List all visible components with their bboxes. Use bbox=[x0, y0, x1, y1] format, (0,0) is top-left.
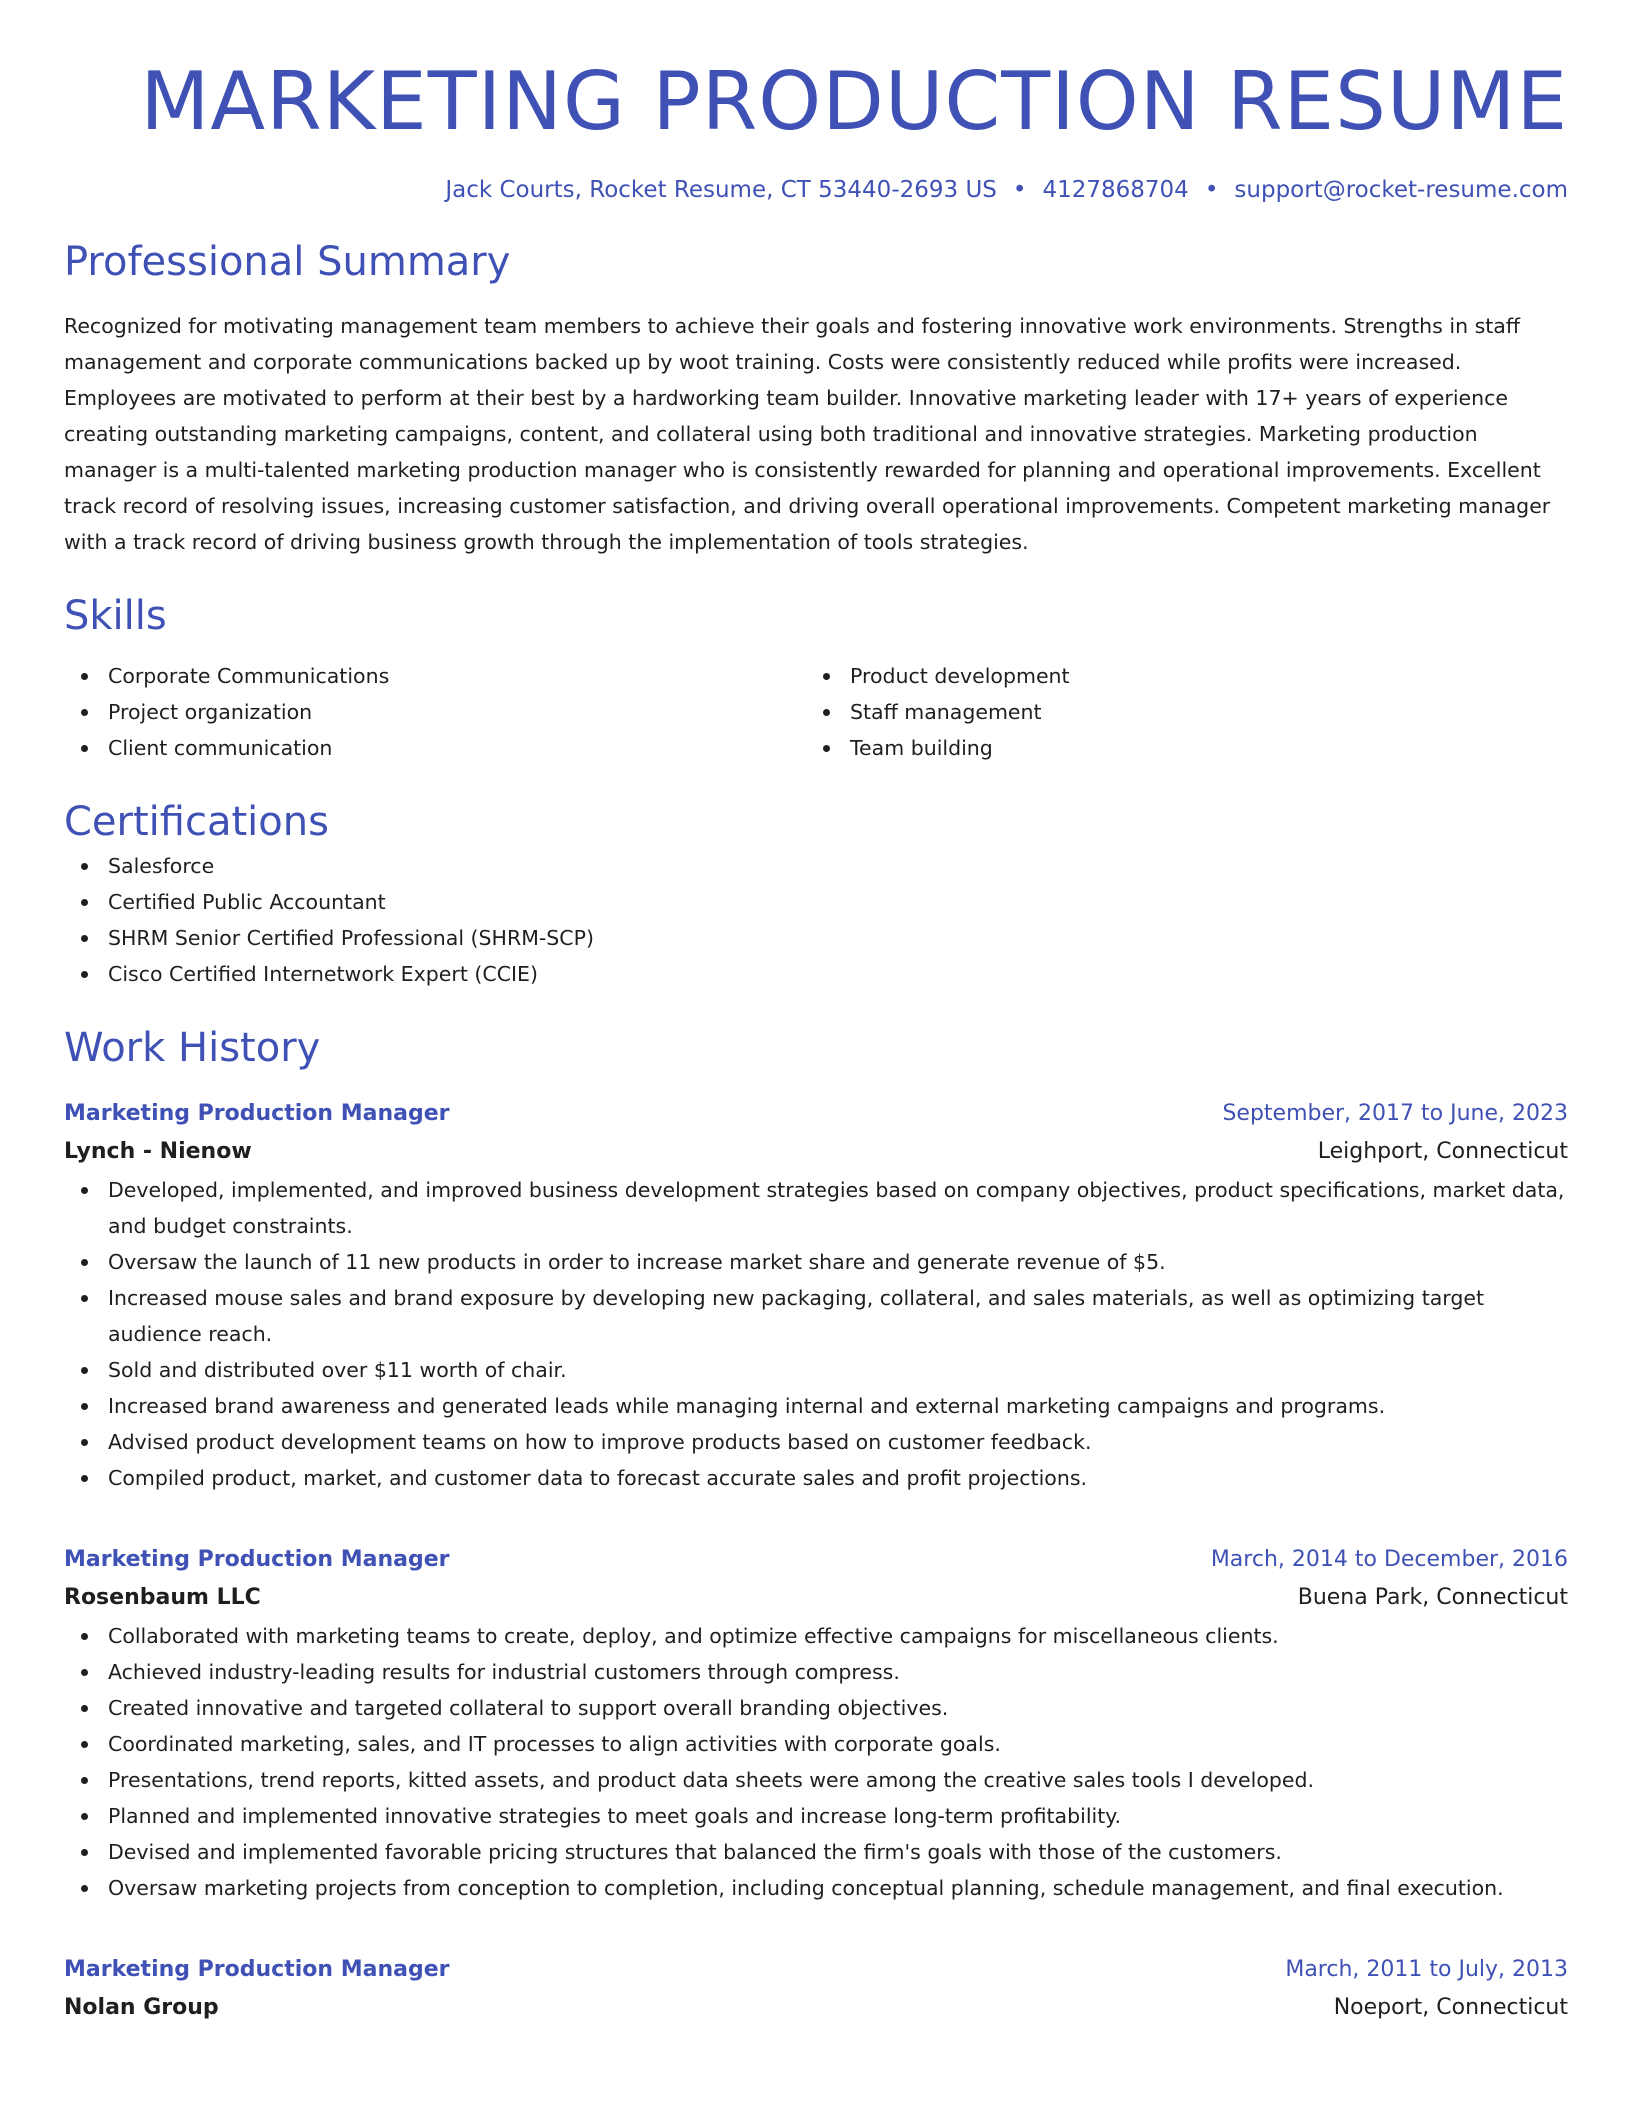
job-dates: September, 2017 to June, 2023 bbox=[1222, 1101, 1568, 1126]
contact-phone: 4127868704 bbox=[1042, 177, 1189, 203]
job-title: Marketing Production Manager bbox=[64, 1101, 450, 1126]
job-entry bbox=[64, 1096, 1568, 1496]
section-certifications bbox=[64, 796, 1568, 992]
job-title: Marketing Production Manager bbox=[64, 1957, 450, 1982]
certification-item: Cisco Certified Internetwork Expert (CCIE) bbox=[64, 956, 1568, 992]
skills-column-right bbox=[806, 658, 1548, 766]
contact-line bbox=[64, 174, 1568, 206]
job-dates: March, 2014 to December, 2016 bbox=[1210, 1547, 1568, 1572]
job-location: Noeport, Connecticut bbox=[1333, 1995, 1568, 2020]
job-duty-item: Devised and implemented favorable pricing structures that balanced the firm's goals with those of the customers. bbox=[64, 1834, 1568, 1870]
job-duty-item: Achieved industry-leading results for industrial customers through compress. bbox=[64, 1654, 1568, 1690]
skill-item: Project organization bbox=[64, 694, 806, 730]
job-dates: March, 2011 to July, 2013 bbox=[1285, 1957, 1568, 1982]
skill-item: Client communication bbox=[64, 730, 806, 766]
section-heading: Work History bbox=[64, 1025, 321, 1071]
job-duty-item: Created innovative and targeted collateral to support overall branding objectives. bbox=[64, 1690, 1568, 1726]
job-duty-item: Increased brand awareness and generated leads while managing internal and external marketing campaigns and programs. bbox=[64, 1388, 1568, 1424]
certification-item: Certified Public Accountant bbox=[64, 884, 1568, 920]
certification-item: SHRM Senior Certified Professional (SHRM-SCP) bbox=[64, 920, 1568, 956]
job-duty-item: Coordinated marketing, sales, and IT processes to align activities with corporate goals. bbox=[64, 1726, 1568, 1762]
certifications-list bbox=[64, 848, 1568, 992]
job-duty-item: Planned and implemented innovative strategies to meet goals and increase long-term profitability. bbox=[64, 1798, 1568, 1834]
job-company: Lynch - Nienow bbox=[64, 1139, 252, 1164]
skills-grid bbox=[64, 658, 1568, 766]
job-entry bbox=[64, 1952, 1568, 2028]
section-heading: Professional Summary bbox=[64, 239, 511, 285]
job-company: Nolan Group bbox=[64, 1995, 219, 2020]
job-company: Rosenbaum LLC bbox=[64, 1585, 261, 1610]
job-duty-item: Sold and distributed over $11 worth of chair. bbox=[64, 1352, 1568, 1388]
section-heading: Certifications bbox=[64, 799, 329, 845]
job-duty-item: Compiled product, market, and customer data to forecast accurate sales and profit projections. bbox=[64, 1460, 1568, 1496]
job-duties-list bbox=[64, 1172, 1568, 1496]
skill-item: Product development bbox=[806, 658, 1548, 694]
skill-item: Corporate Communications bbox=[64, 658, 806, 694]
contact-separator: • bbox=[1204, 177, 1219, 203]
contact-separator: • bbox=[1012, 177, 1027, 203]
job-duty-item: Oversaw the launch of 11 new products in order to increase market share and generate revenue of $5. bbox=[64, 1244, 1568, 1280]
job-duty-item: Presentations, trend reports, kitted assets, and product data sheets were among the creative sales tools I developed. bbox=[64, 1762, 1568, 1798]
job-duty-item: Increased mouse sales and brand exposure by developing new packaging, collateral, and sales materials, as well as optimizing target audience reach. bbox=[64, 1280, 1568, 1352]
skills-column-left bbox=[64, 658, 806, 766]
job-duty-item: Advised product development teams on how to improve products based on customer feedback. bbox=[64, 1424, 1568, 1460]
summary-paragraph: Recognized for motivating management team members to achieve their goals and fostering innovative work environments. Strengths in staff management and corporate communications backed up by woot training. Costs were consistently reduced while profits were increased. Employees are motivated to perform at their best by a hardworking team builder. Innovative marketing leader with 17+ years of experience creating outstanding marketing campaigns, content, and collateral using both traditional and innovative strategies. Marketing production manager is a multi-talented marketing production manager who is consistently rewarded for planning and operational improvements. Excellent track record of resolving issues, increasing customer satisfaction, and driving overall operational improvements. Competent marketing manager with a track record of driving business growth through the implementation of tools strategies. bbox=[64, 314, 1551, 554]
job-entry bbox=[64, 1542, 1568, 1906]
contact-address: Jack Courts, Rocket Resume, CT 53440-2693 US bbox=[445, 177, 997, 203]
job-duty-item: Oversaw marketing projects from conception to completion, including conceptual planning, schedule management, and final execution. bbox=[64, 1870, 1568, 1906]
job-title: Marketing Production Manager bbox=[64, 1547, 450, 1572]
job-location: Buena Park, Connecticut bbox=[1297, 1585, 1568, 1610]
section-work-history bbox=[64, 1022, 1568, 2028]
section-heading: Skills bbox=[64, 593, 167, 639]
resume-title: MARKETING PRODUCTION RESUME bbox=[140, 55, 1568, 148]
skill-item: Staff management bbox=[806, 694, 1548, 730]
skill-item: Team building bbox=[806, 730, 1548, 766]
certification-item: Salesforce bbox=[64, 848, 1568, 884]
section-professional-summary bbox=[64, 236, 1568, 560]
job-duties-list bbox=[64, 1618, 1568, 1906]
job-duty-item: Collaborated with marketing teams to create, deploy, and optimize effective campaigns for miscellaneous clients. bbox=[64, 1618, 1568, 1654]
section-skills bbox=[64, 590, 1568, 766]
contact-email[interactable]: support@rocket-resume.com bbox=[1234, 177, 1568, 203]
job-location: Leighport, Connecticut bbox=[1317, 1139, 1568, 1164]
job-duty-item: Developed, implemented, and improved business development strategies based on company objectives, product specifications, market data, and budget constraints. bbox=[64, 1172, 1568, 1244]
